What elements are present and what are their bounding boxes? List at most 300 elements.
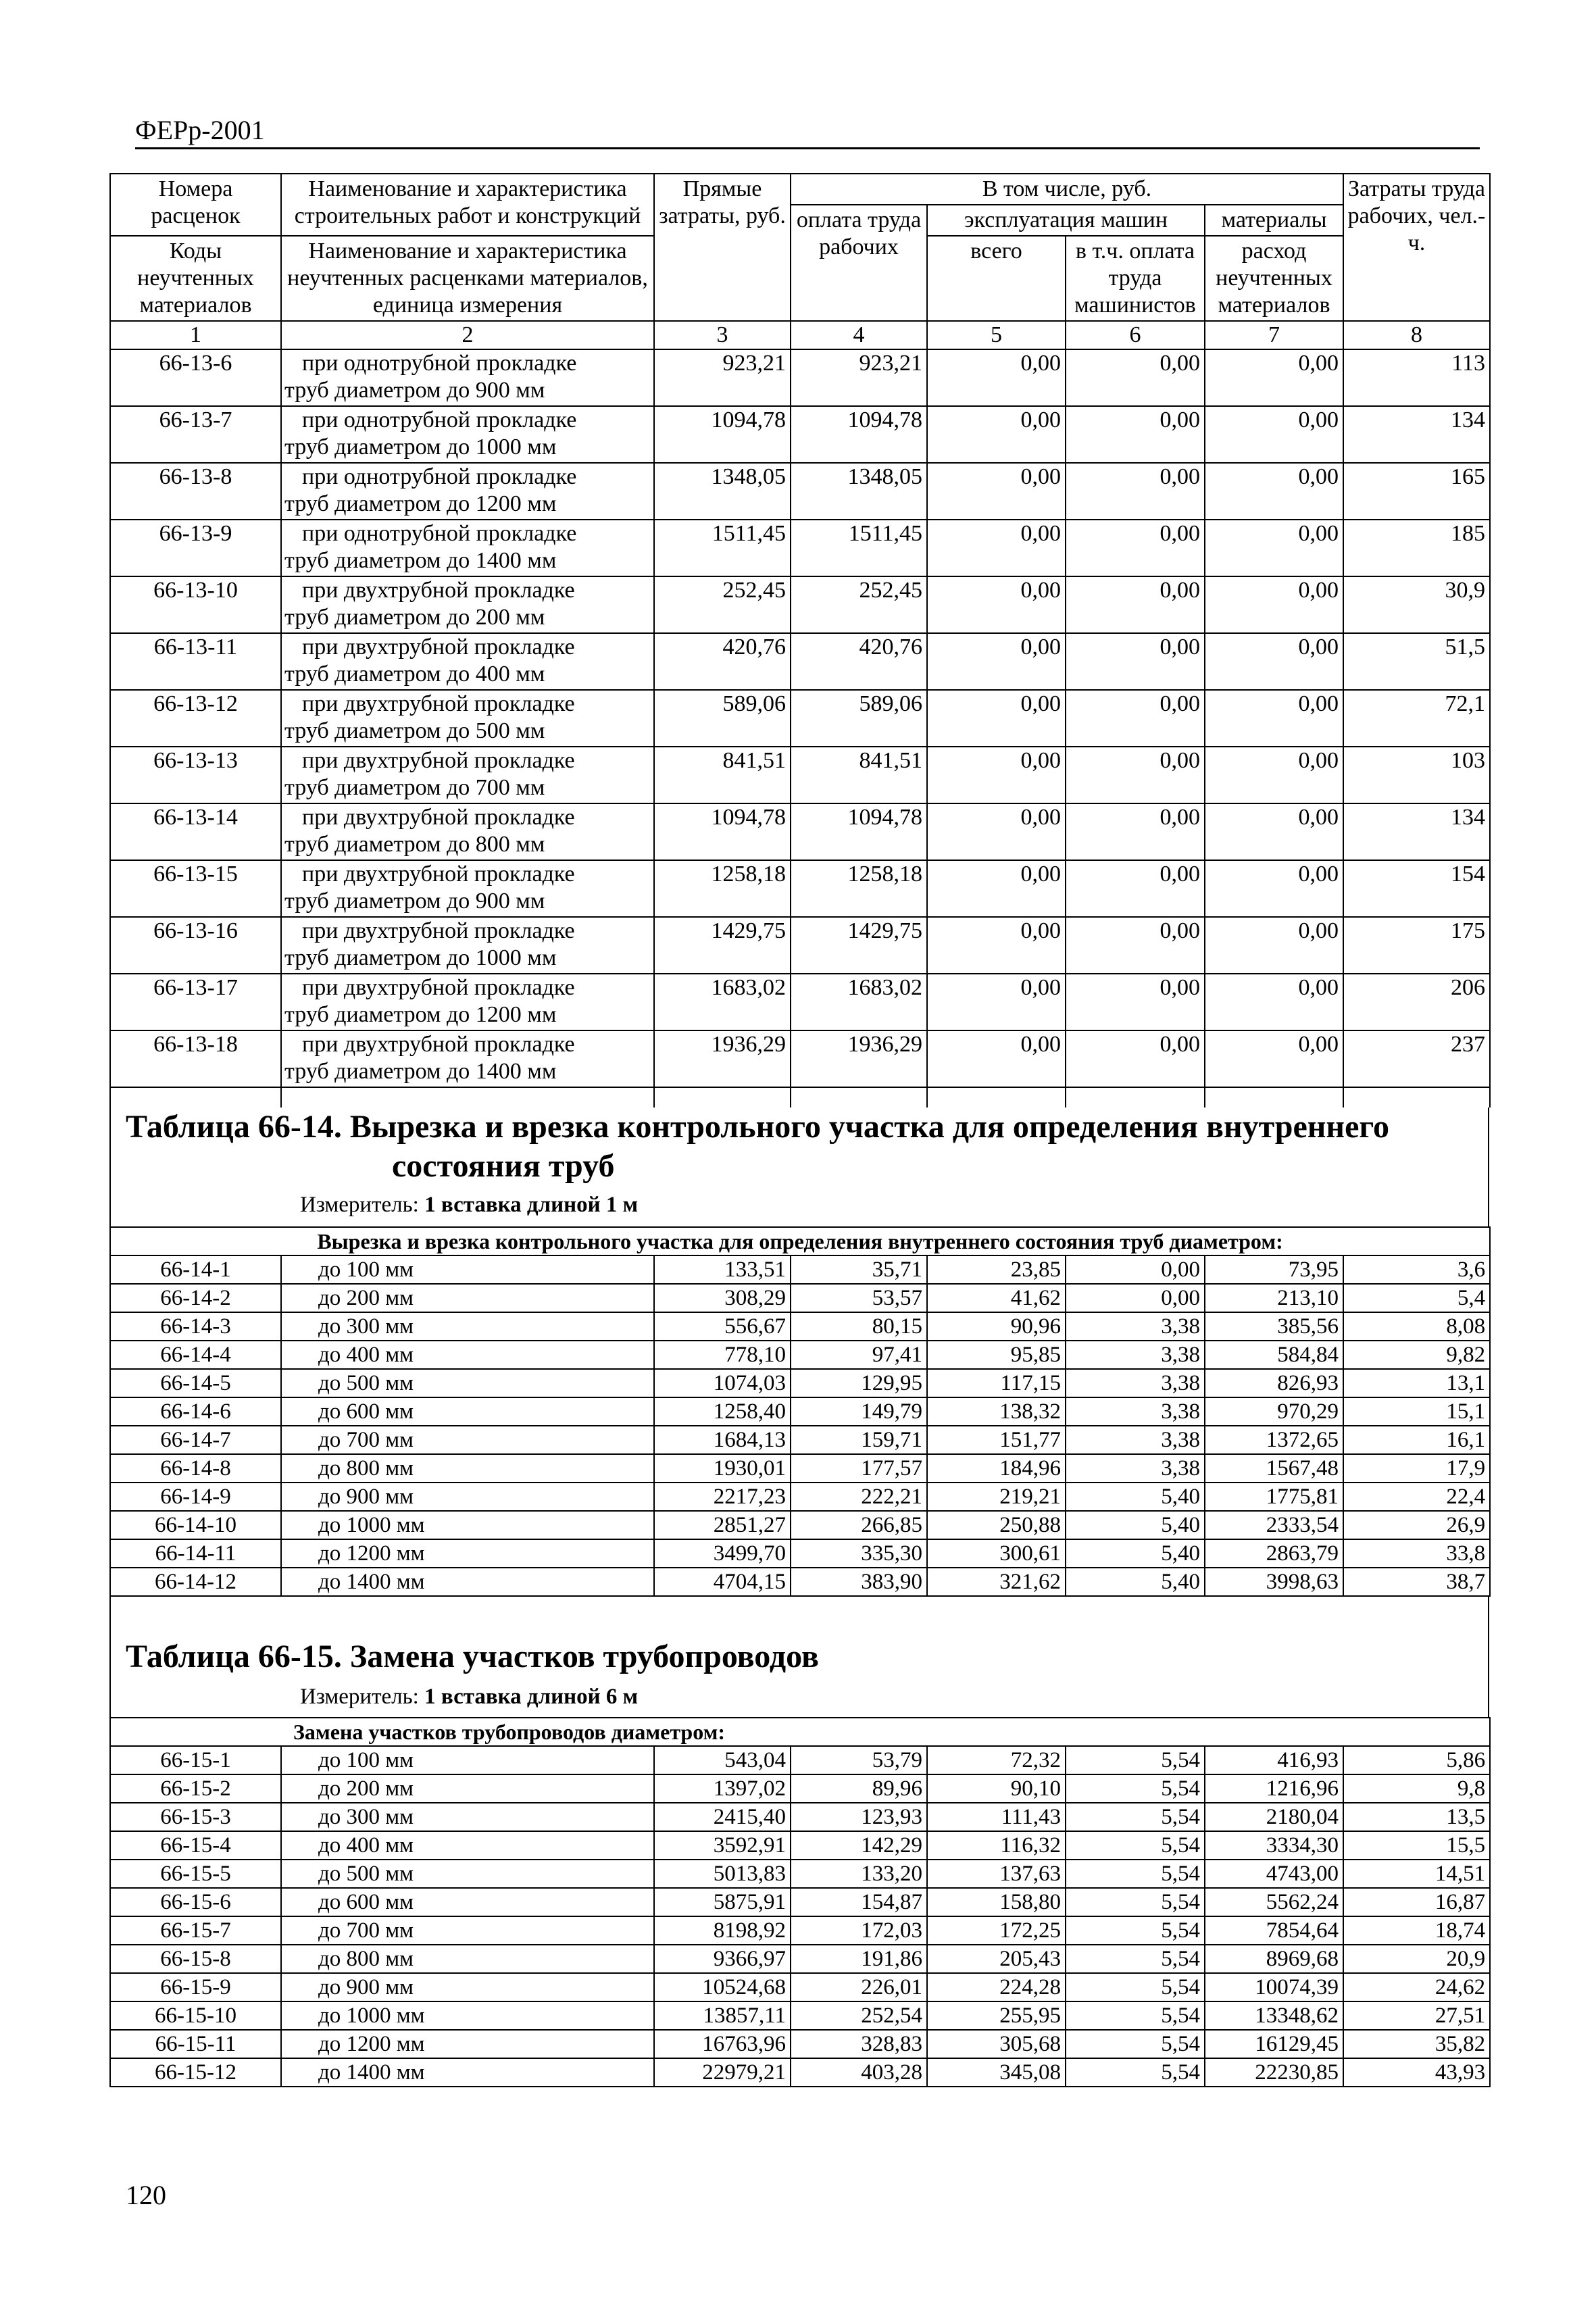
value-c6: 0,00 bbox=[1066, 576, 1205, 633]
value-c3: 4704,15 bbox=[654, 1568, 791, 1596]
value-c5: 345,08 bbox=[927, 2058, 1066, 2087]
rate-code: 66-14-12 bbox=[110, 1568, 281, 1596]
rate-code: 66-13-12 bbox=[110, 690, 281, 747]
rates-table-66-13 bbox=[109, 173, 1491, 1107]
rate-code: 66-14-1 bbox=[110, 1255, 281, 1284]
value-c7: 1775,81 bbox=[1205, 1483, 1343, 1511]
description-line: при двухтрубной прокладке bbox=[302, 691, 575, 716]
diameter-description: до 400 мм bbox=[281, 1341, 654, 1369]
value-c7: 0,00 bbox=[1205, 917, 1343, 974]
header-worker-pay: оплата труда рабочих bbox=[791, 205, 927, 321]
rate-code: 66-15-9 bbox=[110, 1973, 281, 2001]
value-c6: 0,00 bbox=[1066, 803, 1205, 860]
value-c3: 5875,91 bbox=[654, 1888, 791, 1916]
diameter-description: до 700 мм bbox=[281, 1916, 654, 1945]
diameter-description: до 300 мм bbox=[281, 1312, 654, 1341]
value-c5: 151,77 bbox=[927, 1426, 1066, 1454]
value-c8: 16,1 bbox=[1343, 1426, 1490, 1454]
value-c7: 1372,65 bbox=[1205, 1426, 1343, 1454]
value-c5: 0,00 bbox=[927, 974, 1066, 1030]
value-c4: 172,03 bbox=[791, 1916, 927, 1945]
description-line: труб диаметром до 400 мм bbox=[284, 662, 545, 687]
table-row bbox=[110, 2030, 1490, 2058]
value-c4: 1683,02 bbox=[791, 974, 927, 1030]
table-row bbox=[110, 1916, 1490, 1945]
table-row bbox=[110, 1945, 1490, 1973]
diameter-description: до 1200 мм bbox=[281, 2030, 654, 2058]
work-description bbox=[281, 520, 654, 576]
value-c7: 0,00 bbox=[1205, 803, 1343, 860]
table-row bbox=[110, 463, 1490, 520]
rate-code: 66-13-16 bbox=[110, 917, 281, 974]
table-66-14-meter bbox=[300, 1191, 638, 1218]
rate-code: 66-15-7 bbox=[110, 1916, 281, 1945]
value-c8: 3,6 bbox=[1343, 1255, 1490, 1284]
rate-code: 66-14-9 bbox=[110, 1483, 281, 1511]
value-c4: 1429,75 bbox=[791, 917, 927, 974]
value-c4: 403,28 bbox=[791, 2058, 927, 2087]
column-number: 6 bbox=[1066, 321, 1205, 349]
value-c6: 0,00 bbox=[1066, 690, 1205, 747]
value-c3: 1930,01 bbox=[654, 1454, 791, 1483]
description-line: при двухтрубной прокладке bbox=[302, 862, 575, 887]
table-66-14-title-line1: Таблица 66-14. Вырезка и врезка контрольного участка для определения внутреннего bbox=[126, 1109, 1389, 1145]
value-c8: 9,8 bbox=[1343, 1774, 1490, 1803]
value-c7: 213,10 bbox=[1205, 1284, 1343, 1312]
value-c5: 0,00 bbox=[927, 349, 1066, 406]
description-line: труб диаметром до 900 мм bbox=[284, 378, 545, 403]
value-c5: 116,32 bbox=[927, 1831, 1066, 1860]
value-c6: 5,40 bbox=[1066, 1483, 1205, 1511]
diameter-description: до 700 мм bbox=[281, 1426, 654, 1454]
table-row bbox=[110, 747, 1490, 803]
value-c5: 90,10 bbox=[927, 1774, 1066, 1803]
value-c3: 1936,29 bbox=[654, 1030, 791, 1087]
value-c6: 5,54 bbox=[1066, 2058, 1205, 2087]
table-66-14-body bbox=[110, 1255, 1490, 1596]
meter-label: Измеритель: bbox=[300, 1685, 419, 1709]
value-c3: 1258,18 bbox=[654, 860, 791, 917]
table-66-14-heading bbox=[109, 1107, 1489, 1226]
table-row bbox=[110, 1831, 1490, 1860]
table-row bbox=[110, 1312, 1490, 1341]
table-row bbox=[110, 1888, 1490, 1916]
value-c8: 206 bbox=[1343, 974, 1490, 1030]
value-c4: 252,45 bbox=[791, 576, 927, 633]
value-c7: 5562,24 bbox=[1205, 1888, 1343, 1916]
value-c7: 0,00 bbox=[1205, 860, 1343, 917]
rate-code: 66-14-10 bbox=[110, 1511, 281, 1539]
value-c4: 335,30 bbox=[791, 1539, 927, 1568]
value-c7: 0,00 bbox=[1205, 747, 1343, 803]
value-c3: 2415,40 bbox=[654, 1803, 791, 1831]
table-gap bbox=[110, 1087, 1490, 1107]
table-66-14-title-line2: состояния труб bbox=[392, 1148, 615, 1184]
description-line: при однотрубной прокладке bbox=[302, 464, 577, 489]
value-c6: 3,38 bbox=[1066, 1397, 1205, 1426]
header-direct-costs: Прямые затраты, руб. bbox=[654, 174, 791, 321]
value-c8: 51,5 bbox=[1343, 633, 1490, 690]
value-c8: 26,9 bbox=[1343, 1511, 1490, 1539]
value-c3: 2851,27 bbox=[654, 1511, 791, 1539]
value-c8: 43,93 bbox=[1343, 2058, 1490, 2087]
description-line: при двухтрубной прокладке bbox=[302, 748, 575, 773]
value-c5: 0,00 bbox=[927, 860, 1066, 917]
diameter-description: до 500 мм bbox=[281, 1369, 654, 1397]
value-c6: 0,00 bbox=[1066, 974, 1205, 1030]
description-line: при однотрубной прокладке bbox=[302, 407, 577, 432]
column-number: 2 bbox=[281, 321, 654, 349]
rate-code: 66-14-8 bbox=[110, 1454, 281, 1483]
table-row bbox=[110, 860, 1490, 917]
description-line: труб диаметром до 1200 мм bbox=[284, 1002, 557, 1027]
value-c8: 134 bbox=[1343, 803, 1490, 860]
value-c5: 300,61 bbox=[927, 1539, 1066, 1568]
value-c6: 5,54 bbox=[1066, 1860, 1205, 1888]
rate-code: 66-13-13 bbox=[110, 747, 281, 803]
description-line: труб диаметром до 800 мм bbox=[284, 832, 545, 857]
value-c3: 2217,23 bbox=[654, 1483, 791, 1511]
table-row bbox=[110, 1511, 1490, 1539]
table-66-15-body bbox=[110, 1746, 1490, 2087]
rate-code: 66-15-6 bbox=[110, 1888, 281, 1916]
description-line: при однотрубной прокладке bbox=[302, 351, 577, 376]
value-c7: 4743,00 bbox=[1205, 1860, 1343, 1888]
value-c3: 589,06 bbox=[654, 690, 791, 747]
value-c5: 138,32 bbox=[927, 1397, 1066, 1426]
value-c6: 5,54 bbox=[1066, 1916, 1205, 1945]
work-description bbox=[281, 860, 654, 917]
value-c4: 129,95 bbox=[791, 1369, 927, 1397]
value-c4: 1094,78 bbox=[791, 803, 927, 860]
description-line: труб диаметром до 200 мм bbox=[284, 605, 545, 630]
value-c6: 3,38 bbox=[1066, 1341, 1205, 1369]
value-c3: 13857,11 bbox=[654, 2001, 791, 2030]
work-description bbox=[281, 576, 654, 633]
description-line: труб диаметром до 1400 мм bbox=[284, 548, 557, 573]
value-c3: 9366,97 bbox=[654, 1945, 791, 1973]
value-c4: 123,93 bbox=[791, 1803, 927, 1831]
rate-code: 66-14-11 bbox=[110, 1539, 281, 1568]
value-c5: 72,32 bbox=[927, 1746, 1066, 1774]
value-c8: 20,9 bbox=[1343, 1945, 1490, 1973]
work-description bbox=[281, 349, 654, 406]
value-c7: 1567,48 bbox=[1205, 1454, 1343, 1483]
value-c4: 89,96 bbox=[791, 1774, 927, 1803]
table-row bbox=[110, 1397, 1490, 1426]
rate-code: 66-13-10 bbox=[110, 576, 281, 633]
value-c5: 172,25 bbox=[927, 1916, 1066, 1945]
table-row bbox=[110, 1774, 1490, 1803]
value-c4: 159,71 bbox=[791, 1426, 927, 1454]
table-66-15-caption: Замена участков трубопроводов диаметром: bbox=[110, 1718, 1490, 1746]
value-c5: 250,88 bbox=[927, 1511, 1066, 1539]
diameter-description: до 100 мм bbox=[281, 1255, 654, 1284]
value-c4: 923,21 bbox=[791, 349, 927, 406]
rates-frame bbox=[109, 173, 1489, 2254]
value-c5: 184,96 bbox=[927, 1454, 1066, 1483]
value-c6: 5,54 bbox=[1066, 1973, 1205, 2001]
column-number: 7 bbox=[1205, 321, 1343, 349]
value-c8: 237 bbox=[1343, 1030, 1490, 1087]
table-row bbox=[110, 1568, 1490, 1596]
value-c4: 252,54 bbox=[791, 2001, 927, 2030]
value-c3: 1683,02 bbox=[654, 974, 791, 1030]
description-line: труб диаметром до 900 мм bbox=[284, 889, 545, 914]
rate-code: 66-13-8 bbox=[110, 463, 281, 520]
value-c8: 175 bbox=[1343, 917, 1490, 974]
description-line: при двухтрубной прокладке bbox=[302, 578, 575, 603]
value-c7: 2333,54 bbox=[1205, 1511, 1343, 1539]
value-c7: 970,29 bbox=[1205, 1397, 1343, 1426]
header-labor-costs: Затраты труда рабочих, чел.-ч. bbox=[1343, 174, 1490, 321]
value-c8: 30,9 bbox=[1343, 576, 1490, 633]
value-c8: 14,51 bbox=[1343, 1860, 1490, 1888]
table-row bbox=[110, 406, 1490, 463]
work-description bbox=[281, 463, 654, 520]
rate-code: 66-13-6 bbox=[110, 349, 281, 406]
value-c5: 255,95 bbox=[927, 2001, 1066, 2030]
value-c8: 5,86 bbox=[1343, 1746, 1490, 1774]
value-c8: 8,08 bbox=[1343, 1312, 1490, 1341]
work-description bbox=[281, 747, 654, 803]
value-c8: 113 bbox=[1343, 349, 1490, 406]
header-rate-numbers: Номера расценок bbox=[110, 174, 281, 236]
value-c8: 15,1 bbox=[1343, 1397, 1490, 1426]
value-c8: 165 bbox=[1343, 463, 1490, 520]
value-c4: 589,06 bbox=[791, 690, 927, 747]
value-c4: 1936,29 bbox=[791, 1030, 927, 1087]
value-c6: 0,00 bbox=[1066, 917, 1205, 974]
value-c8: 154 bbox=[1343, 860, 1490, 917]
work-description bbox=[281, 406, 654, 463]
value-c5: 205,43 bbox=[927, 1945, 1066, 1973]
value-c3: 1094,78 bbox=[654, 406, 791, 463]
value-c4: 1094,78 bbox=[791, 406, 927, 463]
value-c6: 0,00 bbox=[1066, 349, 1205, 406]
value-c3: 8198,92 bbox=[654, 1916, 791, 1945]
value-c6: 5,54 bbox=[1066, 1803, 1205, 1831]
header-machine-total: всего bbox=[927, 236, 1066, 321]
table-66-15-meter bbox=[300, 1683, 638, 1710]
diameter-description: до 800 мм bbox=[281, 1945, 654, 1973]
value-c3: 1429,75 bbox=[654, 917, 791, 974]
table-row bbox=[110, 1341, 1490, 1369]
table-row bbox=[110, 2001, 1490, 2030]
value-c8: 27,51 bbox=[1343, 2001, 1490, 2030]
value-c8: 72,1 bbox=[1343, 690, 1490, 747]
value-c8: 103 bbox=[1343, 747, 1490, 803]
value-c5: 117,15 bbox=[927, 1369, 1066, 1397]
table-row bbox=[110, 1803, 1490, 1831]
rate-code: 66-13-17 bbox=[110, 974, 281, 1030]
diameter-description: до 200 мм bbox=[281, 1284, 654, 1312]
value-c7: 2180,04 bbox=[1205, 1803, 1343, 1831]
value-c3: 1397,02 bbox=[654, 1774, 791, 1803]
table-row bbox=[110, 1255, 1490, 1284]
rate-code: 66-13-15 bbox=[110, 860, 281, 917]
work-description bbox=[281, 803, 654, 860]
value-c7: 1216,96 bbox=[1205, 1774, 1343, 1803]
value-c5: 137,63 bbox=[927, 1860, 1066, 1888]
description-line: при двухтрубной прокладке bbox=[302, 634, 575, 659]
value-c4: 328,83 bbox=[791, 2030, 927, 2058]
rate-code: 66-14-4 bbox=[110, 1341, 281, 1369]
diameter-description: до 1400 мм bbox=[281, 1568, 654, 1596]
value-c7: 416,93 bbox=[1205, 1746, 1343, 1774]
value-c7: 3998,63 bbox=[1205, 1568, 1343, 1596]
value-c6: 5,54 bbox=[1066, 2001, 1205, 2030]
value-c5: 23,85 bbox=[927, 1255, 1066, 1284]
value-c6: 5,40 bbox=[1066, 1568, 1205, 1596]
value-c6: 0,00 bbox=[1066, 1284, 1205, 1312]
value-c3: 1684,13 bbox=[654, 1426, 791, 1454]
description-line: труб диаметром до 1200 мм bbox=[284, 491, 557, 516]
rate-code: 66-15-11 bbox=[110, 2030, 281, 2058]
work-description bbox=[281, 690, 654, 747]
description-line: при однотрубной прокладке bbox=[302, 521, 577, 546]
value-c5: 111,43 bbox=[927, 1803, 1066, 1831]
value-c6: 5,54 bbox=[1066, 1945, 1205, 1973]
diameter-description: до 1000 мм bbox=[281, 1511, 654, 1539]
value-c7: 0,00 bbox=[1205, 520, 1343, 576]
description-line: труб диаметром до 500 мм bbox=[284, 718, 545, 743]
value-c5: 0,00 bbox=[927, 747, 1066, 803]
value-c7: 0,00 bbox=[1205, 349, 1343, 406]
column-number: 3 bbox=[654, 321, 791, 349]
value-c5: 158,80 bbox=[927, 1888, 1066, 1916]
table-66-13-body bbox=[110, 349, 1490, 1087]
header-work-name: Наименование и характеристика строительных работ и конструкций bbox=[281, 174, 654, 236]
value-c3: 22979,21 bbox=[654, 2058, 791, 2087]
value-c6: 5,54 bbox=[1066, 1831, 1205, 1860]
diameter-description: до 600 мм bbox=[281, 1888, 654, 1916]
value-c4: 133,20 bbox=[791, 1860, 927, 1888]
value-c4: 177,57 bbox=[791, 1454, 927, 1483]
value-c3: 778,10 bbox=[654, 1341, 791, 1369]
table-66-15-heading bbox=[109, 1597, 1489, 1717]
value-c6: 0,00 bbox=[1066, 633, 1205, 690]
rate-code: 66-14-5 bbox=[110, 1369, 281, 1397]
rate-code: 66-14-2 bbox=[110, 1284, 281, 1312]
value-c6: 0,00 bbox=[1066, 1255, 1205, 1284]
value-c5: 321,62 bbox=[927, 1568, 1066, 1596]
meter-label: Измеритель: bbox=[300, 1193, 419, 1217]
table-row bbox=[110, 1284, 1490, 1312]
value-c3: 3592,91 bbox=[654, 1831, 791, 1860]
table-row bbox=[110, 917, 1490, 974]
rate-code: 66-15-2 bbox=[110, 1774, 281, 1803]
value-c7: 2863,79 bbox=[1205, 1539, 1343, 1568]
diameter-description: до 400 мм bbox=[281, 1831, 654, 1860]
value-c8: 18,74 bbox=[1343, 1916, 1490, 1945]
value-c4: 149,79 bbox=[791, 1397, 927, 1426]
rate-code: 66-13-14 bbox=[110, 803, 281, 860]
value-c5: 0,00 bbox=[927, 917, 1066, 974]
header-machine-operation: эксплуатация машин bbox=[927, 205, 1205, 236]
value-c6: 5,40 bbox=[1066, 1539, 1205, 1568]
value-c6: 3,38 bbox=[1066, 1426, 1205, 1454]
rate-code: 66-15-4 bbox=[110, 1831, 281, 1860]
value-c3: 841,51 bbox=[654, 747, 791, 803]
value-c3: 10524,68 bbox=[654, 1973, 791, 2001]
value-c3: 252,45 bbox=[654, 576, 791, 633]
column-number: 5 bbox=[927, 321, 1066, 349]
value-c8: 22,4 bbox=[1343, 1483, 1490, 1511]
table-row bbox=[110, 520, 1490, 576]
value-c3: 1094,78 bbox=[654, 803, 791, 860]
value-c3: 923,21 bbox=[654, 349, 791, 406]
value-c7: 0,00 bbox=[1205, 633, 1343, 690]
value-c7: 584,84 bbox=[1205, 1341, 1343, 1369]
table-row bbox=[110, 576, 1490, 633]
value-c7: 7854,64 bbox=[1205, 1916, 1343, 1945]
value-c8: 35,82 bbox=[1343, 2030, 1490, 2058]
column-number: 1 bbox=[110, 321, 281, 349]
rate-code: 66-13-18 bbox=[110, 1030, 281, 1087]
value-c7: 13348,62 bbox=[1205, 2001, 1343, 2030]
table-header bbox=[110, 174, 1490, 321]
value-c6: 5,54 bbox=[1066, 1746, 1205, 1774]
table-row bbox=[110, 1454, 1490, 1483]
table-66-15-title: Таблица 66-15. Замена участков трубопроводов bbox=[126, 1639, 819, 1674]
value-c4: 383,90 bbox=[791, 1568, 927, 1596]
table-row bbox=[110, 633, 1490, 690]
diameter-description: до 300 мм bbox=[281, 1803, 654, 1831]
value-c7: 22230,85 bbox=[1205, 2058, 1343, 2087]
value-c8: 134 bbox=[1343, 406, 1490, 463]
value-c5: 90,96 bbox=[927, 1312, 1066, 1341]
diameter-description: до 600 мм bbox=[281, 1397, 654, 1426]
table-66-14-caption-row bbox=[110, 1227, 1490, 1255]
value-c7: 0,00 bbox=[1205, 463, 1343, 520]
table-row bbox=[110, 1973, 1490, 2001]
value-c3: 308,29 bbox=[654, 1284, 791, 1312]
table-row bbox=[110, 2058, 1490, 2087]
header-including: В том числе, руб. bbox=[791, 174, 1343, 205]
value-c6: 0,00 bbox=[1066, 860, 1205, 917]
rate-code: 66-13-11 bbox=[110, 633, 281, 690]
value-c4: 841,51 bbox=[791, 747, 927, 803]
rate-code: 66-13-7 bbox=[110, 406, 281, 463]
rate-code: 66-15-5 bbox=[110, 1860, 281, 1888]
description-line: труб диаметром до 1400 мм bbox=[284, 1059, 557, 1084]
value-c8: 9,82 bbox=[1343, 1341, 1490, 1369]
table-row bbox=[110, 1483, 1490, 1511]
value-c7: 0,00 bbox=[1205, 690, 1343, 747]
value-c8: 13,1 bbox=[1343, 1369, 1490, 1397]
description-line: при двухтрубной прокладке bbox=[302, 918, 575, 943]
rates-table-66-15 bbox=[109, 1717, 1491, 2087]
header-material-consumption: расход неучтенных материалов bbox=[1205, 236, 1343, 321]
value-c7: 10074,39 bbox=[1205, 1973, 1343, 2001]
value-c8: 185 bbox=[1343, 520, 1490, 576]
value-c4: 53,79 bbox=[791, 1746, 927, 1774]
value-c7: 8969,68 bbox=[1205, 1945, 1343, 1973]
description-line: труб диаметром до 700 мм bbox=[284, 775, 545, 800]
value-c3: 3499,70 bbox=[654, 1539, 791, 1568]
diameter-description: до 500 мм bbox=[281, 1860, 654, 1888]
value-c4: 35,71 bbox=[791, 1255, 927, 1284]
value-c6: 0,00 bbox=[1066, 747, 1205, 803]
value-c6: 0,00 bbox=[1066, 463, 1205, 520]
value-c5: 0,00 bbox=[927, 463, 1066, 520]
value-c4: 142,29 bbox=[791, 1831, 927, 1860]
value-c5: 0,00 bbox=[927, 576, 1066, 633]
value-c7: 0,00 bbox=[1205, 406, 1343, 463]
table-row bbox=[110, 1860, 1490, 1888]
description-line: труб диаметром до 1000 мм bbox=[284, 945, 557, 970]
